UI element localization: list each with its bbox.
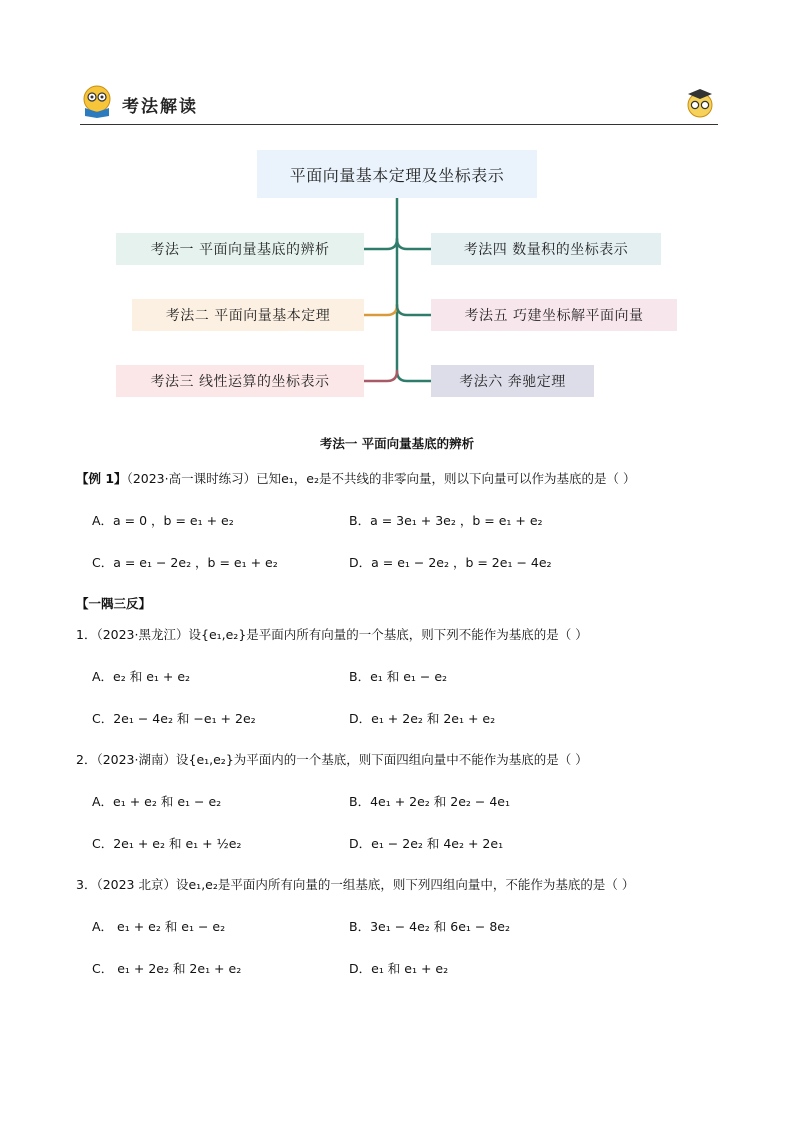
mindmap-connectors <box>0 0 794 420</box>
example-option-a: A．a = 0 ，b = e₁ + e₂ <box>92 513 234 528</box>
mindmap-root: 平面向量基本定理及坐标表示 <box>257 150 537 198</box>
question-2-stem: 2．（2023·湖南）设{e₁,e₂}为平面内的一个基底，则下面四组向量中不能作为基底的是（ ） <box>76 752 588 767</box>
question-1-option-c: C．2e₁ − 4e₂ 和 −e₁ + 2e₂ <box>92 711 256 726</box>
question-3-option-b: B．3e₁ − 4e₂ 和 6e₁ − 8e₂ <box>349 919 510 934</box>
question-1-option-d: D．e₁ + 2e₂ 和 2e₁ + e₂ <box>349 711 496 726</box>
question-3-option-a: A． e₁ + e₂ 和 e₁ − e₂ <box>92 919 226 934</box>
example-stem-text: （2023·高一课时练习）已知e₁，e₂是不共线的非零向量，则以下向量可以作为基底的是（ ） <box>126 471 636 486</box>
question-3-stem: 3．（2023 北京）设e₁,e₂是平面内所有向量的一组基底，则下列四组向量中，不能作为基底的是（ ） <box>76 877 635 892</box>
example-option-b: B．a = 3e₁ + 3e₂ ，b = e₁ + e₂ <box>349 513 543 528</box>
question-1-option-a: A．e₂ 和 e₁ + e₂ <box>92 669 191 684</box>
question-2-option-c: C．2e₁ + e₂ 和 e₁ + ½e₂ <box>92 836 242 851</box>
mindmap-node-method-6: 考法六 奔驰定理 <box>431 365 594 397</box>
question-3-option-d: D．e₁ 和 e₁ + e₂ <box>349 961 449 976</box>
mindmap-node-method-4: 考法四 数量积的坐标表示 <box>431 233 661 265</box>
question-2-option-a: A．e₁ + e₂ 和 e₁ − e₂ <box>92 794 222 809</box>
section-title: 考法一 平面向量基底的辨析 <box>319 436 475 451</box>
mindmap-node-method-3: 考法三 线性运算的坐标表示 <box>116 365 364 397</box>
question-2-option-b: B．4e₁ + 2e₂ 和 2e₂ − 4e₁ <box>349 794 510 809</box>
header-title: 考法解读 <box>122 97 198 117</box>
example-option-d: D．a = e₁ − 2e₂ ，b = 2e₁ − 4e₂ <box>349 555 552 570</box>
question-1-stem: 1．（2023·黑龙江）设{e₁,e₂}是平面内所有向量的一个基底，则下列不能作为基底的是（ ） <box>76 627 588 642</box>
example-label: 【例 1】 <box>76 471 127 486</box>
mindmap-node-method-2: 考法二 平面向量基本定理 <box>132 299 364 331</box>
mindmap-node-method-1: 考法一 平面向量基底的辨析 <box>116 233 364 265</box>
practice-heading: 【一隅三反】 <box>76 596 152 611</box>
question-2-option-d: D．e₁ − 2e₂ 和 4e₂ + 2e₁ <box>349 836 504 851</box>
example-option-c: C．a = e₁ − 2e₂ ，b = e₁ + e₂ <box>92 555 278 570</box>
question-1-option-b: B．e₁ 和 e₁ − e₂ <box>349 669 448 684</box>
mindmap-node-method-5: 考法五 巧建坐标解平面向量 <box>431 299 677 331</box>
question-3-option-c: C． e₁ + 2e₂ 和 2e₁ + e₂ <box>92 961 242 976</box>
example-stem <box>76 470 635 488</box>
